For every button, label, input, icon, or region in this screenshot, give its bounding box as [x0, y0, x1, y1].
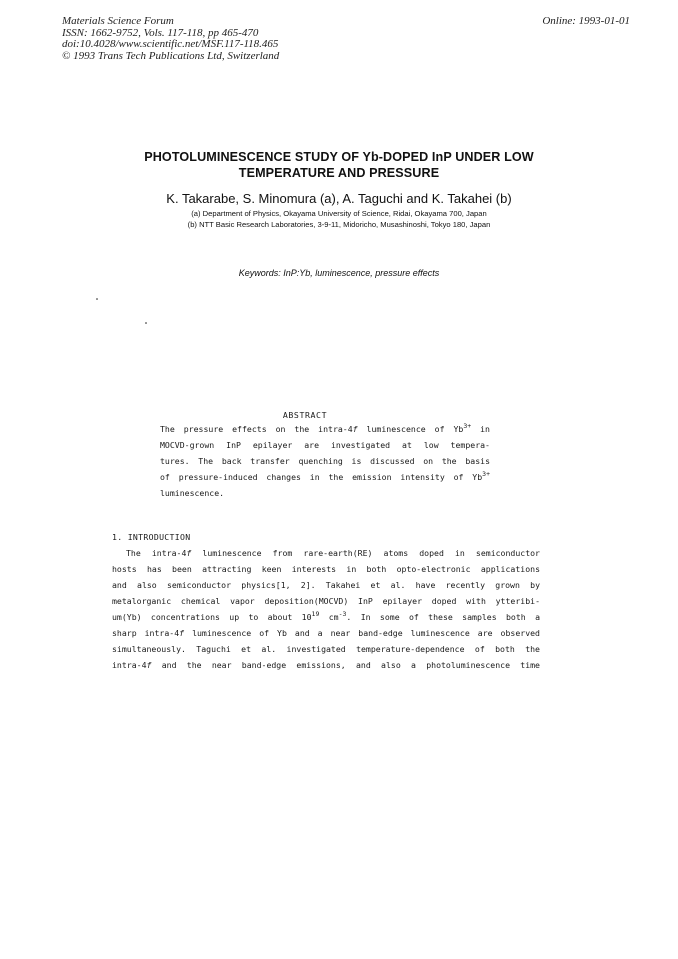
- section-heading-introduction: 1. INTRODUCTION: [112, 532, 191, 542]
- abstract-heading: ABSTRACT: [282, 410, 328, 420]
- intro-line-5: um(Yb) concentrations up to about $10^{19}$ $cm^{-3}$. In some of these samples both a: [112, 610, 540, 622]
- copyright-line: © 1993 Trans Tech Publications Ltd, Switzerland: [62, 49, 280, 62]
- intro-line-6: sharp intra-4f luminescence of Yb and a near band-edge luminescence are observed: [112, 628, 540, 638]
- online-date: Online: 1993-01-01: [542, 15, 630, 27]
- affiliation-b: (b) NTT Basic Research Laboratories, 3-9-11, Midoricho, Musashinoshi, Tokyo 180, Japan: [187, 220, 491, 229]
- intro-line-8: intra-4f and the near band-edge emissions, and also a photoluminescence time: [112, 660, 540, 670]
- author-list: K. Takarabe, S. Minomura (a), A. Taguchi and K. Takahei (b): [166, 191, 512, 206]
- publisher-header: [62, 16, 279, 62]
- abstract-line-4: of pressure-induced changes in the emission intensity of $Yb^{3+}$: [160, 470, 490, 482]
- title-line-1: PHOTOLUMINESCENCE STUDY OF Yb-DOPED InP UNDER LOW: [144, 150, 534, 164]
- introduction-body: [112, 545, 540, 673]
- abstract-line-1: The pressure effects on the intra-4f luminescence of $Yb^{3+}$ in: [160, 422, 490, 434]
- keywords-line: Keywords: InP:Yb, luminescence, pressure effects: [238, 268, 440, 278]
- intro-line-1: The intra-4f luminescence from rare-earth(RE) atoms doped in semiconductor: [126, 548, 540, 558]
- abstract-line-3: tures. The back transfer quenching is discussed on the basis: [160, 456, 490, 466]
- journal-name: Materials Science Forum: [62, 15, 174, 27]
- affiliation-a: (a) Department of Physics, Okayama University of Science, Ridai, Okayama 700, Japan: [191, 209, 487, 218]
- abstract-line-2: MOCVD-grown InP epilayer are investigated at low tempera-: [160, 440, 490, 450]
- abstract-body: [160, 421, 490, 501]
- paper-title: [60, 149, 618, 181]
- title-line-2: TEMPERATURE AND PRESSURE: [238, 166, 440, 180]
- intro-line-4: metalorganic chemical vapor deposition(MOCVD) InP epilayer doped with ytteribi-: [112, 596, 540, 606]
- issn-line: ISSN: 1662-9752, Vols. 117-118, pp 465-470: [62, 26, 259, 39]
- doi-line: doi:10.4028/www.scientific.net/MSF.117-118.465: [62, 38, 279, 50]
- intro-line-3: and also semiconductor physics[1, 2]. Takahei et al. have recently grown by: [112, 580, 540, 590]
- intro-line-2: hosts has been attracting keen interests in both opto-electronic applications: [112, 564, 540, 574]
- scan-speck: [96, 298, 98, 300]
- abstract-line-5: luminescence.: [160, 488, 225, 498]
- intro-line-7: simultaneously. Taguchi et al. investigated temperature-dependence of both the: [112, 644, 540, 654]
- scan-speck: [145, 322, 147, 324]
